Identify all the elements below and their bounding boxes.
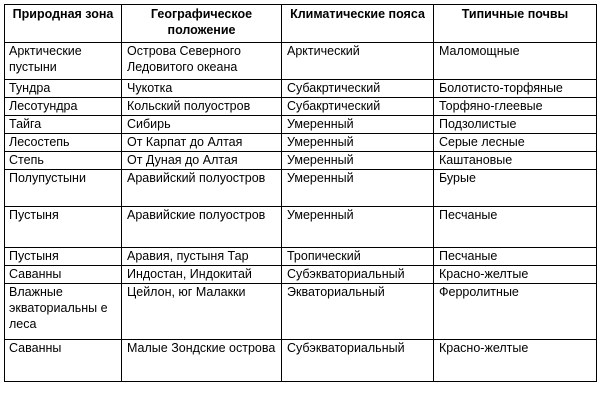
natural-zones-table <box>4 4 597 382</box>
table-row <box>5 134 597 152</box>
soil-cell: Бурые <box>434 170 597 207</box>
zone-cell: Полупустыни <box>5 170 122 207</box>
location-cell: От Дуная до Алтая <box>122 152 282 170</box>
climate-cell: Субэкваториальный <box>282 266 434 284</box>
zone-cell: Саванны <box>5 340 122 382</box>
climate-cell: Умеренный <box>282 116 434 134</box>
soil-cell: Болотисто-торфяные <box>434 80 597 98</box>
climate-cell: Субэкваториальный <box>282 340 434 382</box>
zone-cell: Саванны <box>5 266 122 284</box>
location-cell: От Карпат до Алтая <box>122 134 282 152</box>
location-cell: Цейлон, юг Малакки <box>122 284 282 340</box>
location-cell: Аравийские полуостров <box>122 207 282 248</box>
table-row <box>5 340 597 382</box>
zone-cell: Лесотундра <box>5 98 122 116</box>
table-row <box>5 98 597 116</box>
climate-cell: Арктический <box>282 43 434 80</box>
climate-cell: Экваториальный <box>282 284 434 340</box>
climate-cell: Умеренный <box>282 207 434 248</box>
table-row <box>5 116 597 134</box>
soil-cell: Ферролитные <box>434 284 597 340</box>
climate-cell: Субакртический <box>282 98 434 116</box>
location-cell: Аравийский полуостров <box>122 170 282 207</box>
header-geographic-location: Географическое положение <box>122 5 282 43</box>
location-cell: Аравия, пустыня Тар <box>122 248 282 266</box>
zone-cell: Пустыня <box>5 207 122 248</box>
table-row <box>5 207 597 248</box>
soil-cell: Торфяно-глеевые <box>434 98 597 116</box>
climate-cell: Умеренный <box>282 152 434 170</box>
location-cell: Сибирь <box>122 116 282 134</box>
soil-cell: Серые лесные <box>434 134 597 152</box>
soil-cell: Каштановые <box>434 152 597 170</box>
zone-cell: Степь <box>5 152 122 170</box>
zone-cell: Тайга <box>5 116 122 134</box>
table-row <box>5 170 597 207</box>
climate-cell: Умеренный <box>282 134 434 152</box>
table-header-row <box>5 5 597 43</box>
table-row <box>5 152 597 170</box>
climate-cell: Субакртический <box>282 80 434 98</box>
soil-cell: Маломощные <box>434 43 597 80</box>
climate-cell: Тропический <box>282 248 434 266</box>
location-cell: Кольский полуостров <box>122 98 282 116</box>
table-row <box>5 266 597 284</box>
header-natural-zone: Природная зона <box>5 5 122 43</box>
location-cell: Малые Зондские острова <box>122 340 282 382</box>
zone-cell: Лесостепь <box>5 134 122 152</box>
zone-cell: Пустыня <box>5 248 122 266</box>
zone-cell: Тундра <box>5 80 122 98</box>
location-cell: Чукотка <box>122 80 282 98</box>
zone-cell: Влажные экваториальны е леса <box>5 284 122 340</box>
climate-cell: Умеренный <box>282 170 434 207</box>
soil-cell: Песчаные <box>434 207 597 248</box>
table-row <box>5 43 597 80</box>
header-typical-soils: Типичные почвы <box>434 5 597 43</box>
location-cell: Острова Северного Ледовитого океана <box>122 43 282 80</box>
table-row <box>5 80 597 98</box>
soil-cell: Подзолистые <box>434 116 597 134</box>
soil-cell: Красно-желтые <box>434 340 597 382</box>
soil-cell: Красно-желтые <box>434 266 597 284</box>
table-row <box>5 284 597 340</box>
zone-cell: Арктические пустыни <box>5 43 122 80</box>
location-cell: Индостан, Индокитай <box>122 266 282 284</box>
soil-cell: Песчаные <box>434 248 597 266</box>
header-climate-belts: Климатические пояса <box>282 5 434 43</box>
table-row <box>5 248 597 266</box>
